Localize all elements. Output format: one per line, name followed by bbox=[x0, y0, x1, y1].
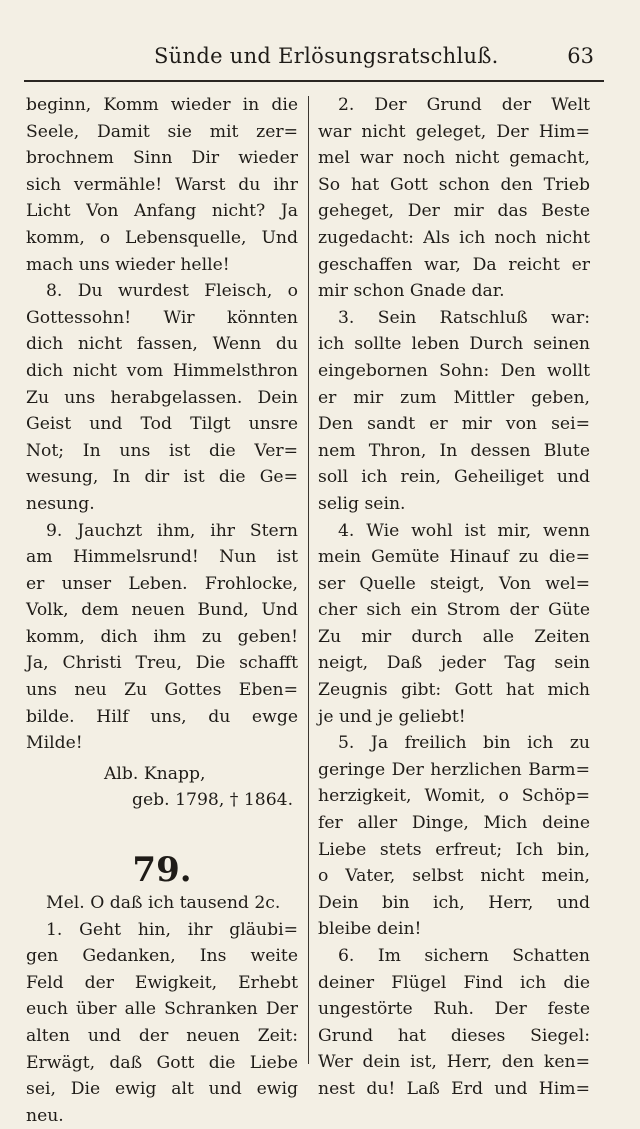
hymn-number: 79. bbox=[132, 850, 192, 891]
text-line: Zeugnis gibt: Gott hat mich bbox=[318, 680, 590, 701]
text-line: 5. Ja freilich bin ich zu bbox=[338, 733, 590, 754]
column-divider bbox=[308, 96, 309, 1064]
hymn-79-verse-5 bbox=[318, 730, 590, 943]
text-line: o Vater, selbst nicht mein, bbox=[318, 866, 590, 887]
text-line: er mir zum Mittler geben, bbox=[318, 387, 590, 408]
text-line: Not; In uns ist die Ver= bbox=[26, 440, 298, 461]
text-line: geschaffen war, Da reicht er bbox=[318, 254, 590, 275]
hymn-79-verse-2 bbox=[318, 92, 590, 305]
text-line: wesung, In dir ist die Ge= bbox=[26, 467, 298, 488]
running-title: Sünde und Erlösungsratschluß. bbox=[154, 44, 499, 68]
author-signature bbox=[26, 761, 298, 814]
text-line: bilde. Hilf uns, du ewge bbox=[26, 706, 298, 727]
text-line: herzigkeit, Womit, o Schöp= bbox=[318, 786, 590, 807]
author-name: Alb. Knapp, bbox=[104, 763, 206, 784]
text-line: komm, o Lebensquelle, Und bbox=[26, 227, 298, 248]
text-line: komm, dich ihm zu geben! bbox=[26, 626, 298, 647]
text-line: Zu mir durch alle Zeiten bbox=[318, 626, 590, 647]
text-line: 3. Sein Ratschluß war: bbox=[338, 307, 590, 328]
text-line: nem Thron, In dessen Blute bbox=[318, 440, 590, 461]
text-line: sich vermähle! Warst du ihr bbox=[26, 174, 298, 195]
text-line: nest du! Laß Erd und Him= bbox=[318, 1078, 590, 1099]
text-line: Zu uns herabgelassen. Dein bbox=[26, 387, 298, 408]
text-line: uns neu Zu Gottes Eben= bbox=[26, 680, 298, 701]
text-line: deiner Flügel Find ich die bbox=[318, 972, 590, 993]
text-line: fer aller Dinge, Mich deine bbox=[318, 813, 590, 834]
text-line: 8. Du wurdest Fleisch, o bbox=[46, 281, 298, 302]
text-line: mir schon Gnade dar. bbox=[318, 281, 505, 302]
text-line: je und je geliebt! bbox=[318, 706, 466, 727]
text-line: neigt, Daß jeder Tag sein bbox=[318, 653, 590, 674]
text-line: gen Gedanken, Ins weite bbox=[26, 946, 298, 967]
left-column bbox=[26, 92, 298, 1129]
text-line: ich sollte leben Durch seinen bbox=[318, 334, 590, 355]
verse-7-continuation bbox=[26, 92, 298, 278]
page-header bbox=[24, 40, 594, 76]
text-line: 4. Wie wohl ist mir, wenn bbox=[338, 520, 590, 541]
text-line: Ja, Christi Treu, Die schafft bbox=[26, 653, 298, 674]
text-line: Volk, dem neuen Bund, Und bbox=[26, 600, 298, 621]
text-line: Milde! bbox=[26, 733, 83, 754]
author-dates: geb. 1798, † 1864. bbox=[132, 790, 294, 811]
text-line: er unser Leben. Frohlocke, bbox=[26, 573, 298, 594]
page-number: 63 bbox=[567, 44, 594, 68]
text-line: mel war noch nicht gemacht, bbox=[318, 148, 590, 169]
hymn-79-verse-1 bbox=[26, 917, 298, 1129]
melody-line bbox=[26, 890, 298, 917]
text-line: beginn, Komm wieder in die bbox=[26, 95, 298, 115]
right-column bbox=[318, 92, 590, 1103]
text-line: Geist und Tod Tilgt unsre bbox=[26, 414, 298, 435]
text-line: 1. Geht hin, ihr gläubi= bbox=[46, 919, 298, 940]
text-line: cher sich ein Strom der Güte bbox=[318, 600, 590, 621]
text-line: ser Quelle steigt, Von wel= bbox=[318, 573, 590, 594]
text-line: alten und der neuen Zeit: bbox=[26, 1026, 298, 1046]
hymn-79-verse-6 bbox=[318, 943, 590, 1103]
text-line: dich nicht fassen, Wenn du bbox=[26, 334, 298, 355]
verse-9 bbox=[26, 518, 298, 757]
text-line: selig sein. bbox=[318, 493, 406, 514]
text-line: Feld der Ewigkeit, Erhebt bbox=[26, 972, 298, 993]
text-line: 2. Der Grund der Welt bbox=[338, 95, 590, 115]
text-line: mach uns wieder helle! bbox=[26, 254, 230, 275]
text-line: Grund hat dieses Siegel: bbox=[318, 1025, 590, 1046]
text-line: geringe Der herzlichen Barm= bbox=[318, 759, 590, 780]
text-line: 9. Jauchzt ihm, ihr Stern bbox=[46, 520, 298, 541]
verse-8 bbox=[26, 278, 298, 517]
text-line: Gottessohn! Wir könnten bbox=[26, 307, 298, 328]
text-line: eingebornen Sohn: Den wollt bbox=[318, 360, 590, 381]
text-line: brochnem Sinn Dir wieder bbox=[26, 148, 298, 169]
text-line: soll ich rein, Geheiliget und bbox=[318, 467, 590, 488]
text-line: Dein bin ich, Herr, und bbox=[318, 892, 590, 913]
header-rule bbox=[24, 80, 604, 82]
text-line: war nicht geleget, Der Him= bbox=[318, 121, 590, 142]
text-line: neu. bbox=[26, 1105, 64, 1126]
text-line: zugedacht: Als ich noch nicht bbox=[318, 227, 590, 248]
hymn-79-verse-3 bbox=[318, 305, 590, 518]
text-line: euch über alle Schranken Der bbox=[26, 999, 298, 1020]
text-line: bleibe dein! bbox=[318, 919, 422, 940]
text-line: Licht Von Anfang nicht? Ja bbox=[26, 201, 298, 222]
melody-text: Mel. O daß ich tausend 2c. bbox=[46, 893, 281, 914]
text-line: Seele, Damit sie mit zer= bbox=[26, 121, 298, 142]
text-line: mein Gemüte Hinauf zu die= bbox=[318, 547, 590, 568]
text-line: Wer dein ist, Herr, den ken= bbox=[318, 1052, 590, 1073]
text-line: 6. Im sichern Schatten bbox=[338, 946, 590, 966]
text-line: am Himmelsrund! Nun ist bbox=[26, 547, 298, 568]
text-line: So hat Gott schon den Trieb bbox=[318, 174, 590, 195]
text-line: Liebe stets erfreut; Ich bin, bbox=[318, 839, 590, 860]
text-line: Erwägt, daß Gott die Liebe bbox=[26, 1052, 298, 1073]
text-line: dich nicht vom Himmelsthron bbox=[26, 360, 298, 381]
text-line: ungestörte Ruh. Der feste bbox=[318, 999, 590, 1020]
text-line: sei, Die ewig alt und ewig bbox=[26, 1079, 298, 1100]
text-line: geheget, Der mir das Beste bbox=[318, 201, 590, 222]
text-line: nesung. bbox=[26, 493, 95, 514]
text-line: Den sandt er mir von sei= bbox=[318, 414, 590, 435]
hymn-79-verse-4 bbox=[318, 518, 590, 731]
